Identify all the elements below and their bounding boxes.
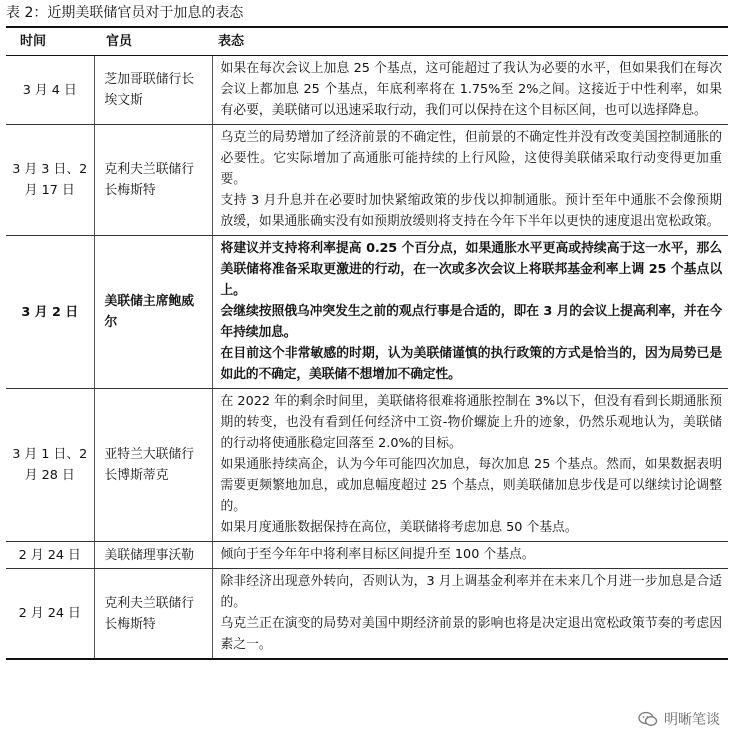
row-official: 克利夫兰联储行长梅斯特 [94,569,212,660]
statement-paragraph: 在目前这个非常敏感的时期，认为美联储谨慎的执行政策的方式是恰当的，因为局势已是如此的不确定，美联储不想增加不确定性。 [220,346,722,382]
row-statement [212,389,728,542]
table-row [6,569,728,660]
table-row [6,56,728,125]
table-row [6,542,728,569]
row-official: 美联储理事沃勒 [94,542,212,569]
row-official: 亚特兰大联储行长博斯蒂克 [94,389,212,542]
table-header-row [6,27,728,56]
statement-paragraph: 将建议并支持将利率提高 0.25 个百分点，如果通胀水平更高或持续高于这一水平，那么美联储将准备采取更激进的行动，在一次或多次会议上将联邦基金利率上调 25 个基点以上。 [220,241,722,298]
row-statement [212,56,728,125]
table-row [6,389,728,542]
row-date: 2 月 24 日 [6,542,94,569]
row-date: 3 月 1 日、2 月 28 日 [6,389,94,542]
table-caption: 表 2：近期美联储官员对于加息的表态 [6,5,244,21]
row-statement [212,569,728,660]
wechat-icon [638,711,658,727]
row-official: 美联储主席鲍威尔 [94,236,212,389]
watermark [638,709,720,729]
header-statement: 表态 [212,27,728,56]
statement-paragraph: 如果通胀持续高企，认为今年可能四次加息，每次加息 25 个基点。然而，如果数据表明需要更频繁地加息，或加息幅度超过 25 个基点，则美联储加息步伐是可以继续讨论调整的。 [220,457,722,514]
statement-paragraph: 支持 3 月升息并在必要时加快紧缩政策的步伐以抑制通胀。预计至年中通胀不会像预期放缓，如果通胀确实没有如预期放缓则将支持在今年下半年以更快的速度退出宽松政策。 [220,193,722,229]
statement-paragraph: 乌克兰正在演变的局势对美国中期经济前景的影响也将是决定退出宽松政策节奏的考虑因素之一。 [220,616,722,652]
table-row [6,125,728,236]
row-statement [212,542,728,569]
row-date: 2 月 24 日 [6,569,94,660]
statement-paragraph: 如果月度通胀数据保持在高位，美联储将考虑加息 50 个基点。 [220,520,578,535]
statement-paragraph: 如果在每次会议上加息 25 个基点，这可能超过了我认为必要的水平，但如果我们在每次会议上都加息 25 个基点，年底利率将在 1.75%至 2%之间。这接近于中性利率，如果有必要，美联储可以迅速采取行动，我们可以保持在这个目标区间，也可以选择降息。 [220,61,722,118]
table-row [6,236,728,389]
row-date: 3 月 3 日、2 月 17 日 [6,125,94,236]
row-official: 芝加哥联储行长埃文斯 [94,56,212,125]
statement-paragraph: 倾向于至今年年中将利率目标区间提升至 100 个基点。 [220,547,535,562]
statement-paragraph: 在 2022 年的剩余时间里，美联储将很难将通胀控制在 3%以下，但没有看到长期通胀预期的转变，也没有看到任何经济中工资-物价螺旋上升的迹象，仍然乐观地认为，美联储的行动将使通胀稳定回落至 2.0%的目标。 [220,394,722,451]
row-official: 克利夫兰联储行长梅斯特 [94,125,212,236]
row-statement [212,236,728,389]
row-date: 3 月 2 日 [6,236,94,389]
watermark-text: 明晰笔谈 [664,712,720,728]
fed-statements-table [6,26,728,660]
statement-paragraph: 会继续按照俄乌冲突发生之前的观点行事是合适的，即在 3 月的会议上提高利率，并在今年持续加息。 [220,304,722,340]
header-official: 官员 [94,27,212,56]
row-date: 3 月 4 日 [6,56,94,125]
row-statement [212,125,728,236]
statement-paragraph: 乌克兰的局势增加了经济前景的不确定性，但前景的不确定性并没有改变美国控制通胀的必要性。它实际增加了高通胀可能持续的上行风险，这使得美联储采取行动变得更加重要。 [220,130,722,187]
header-time: 时间 [6,27,94,56]
statement-paragraph: 除非经济出现意外转向，否则认为，3 月上调基金利率并在未来几个月进一步加息是合适的。 [220,574,722,610]
